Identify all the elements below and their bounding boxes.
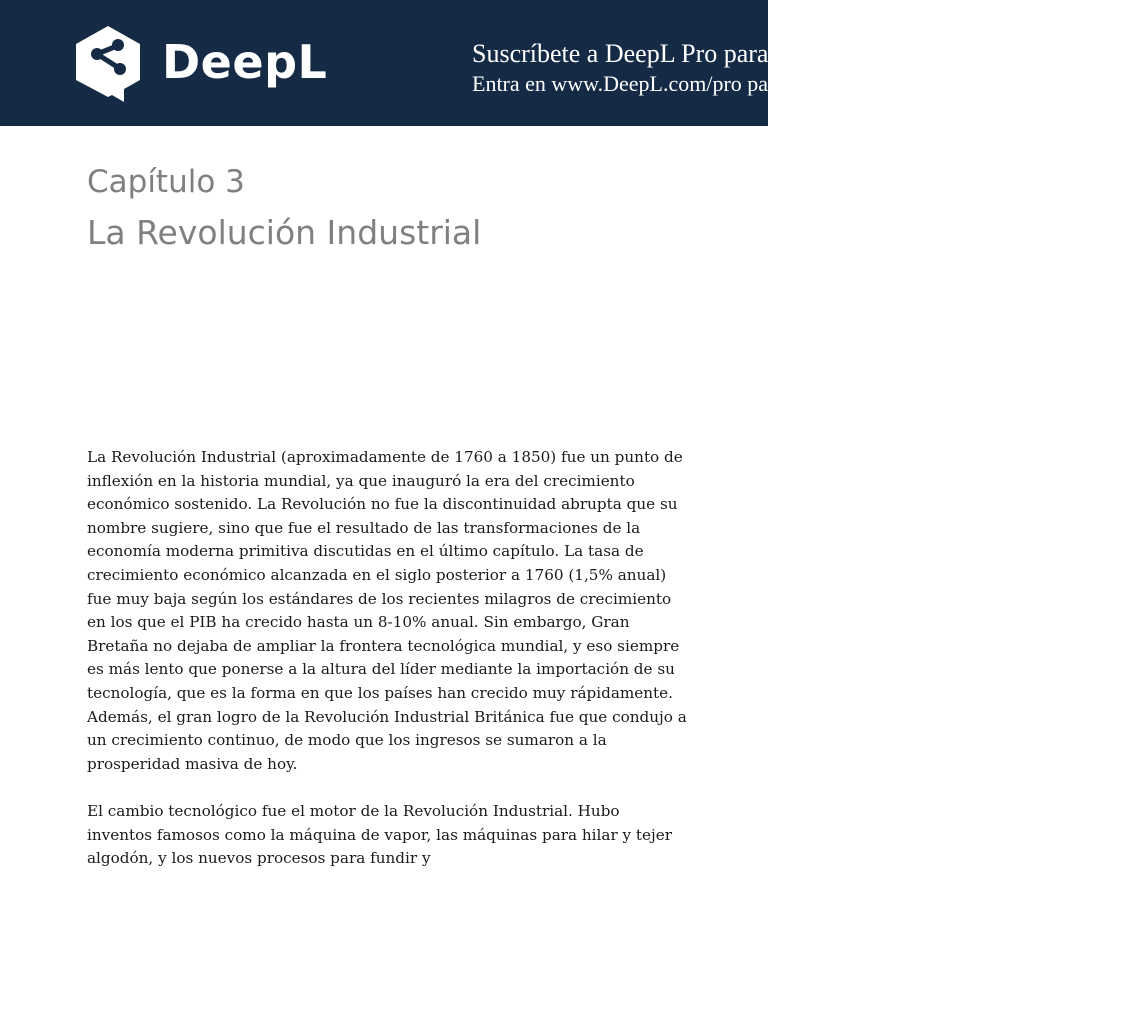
paragraph: El cambio tecnológico fue el motor de la Revolución Industrial. Hubo inventos famosos como la máquina de vapor, las máquinas para hilar y tejer algodón, y los nuevos procesos para fundir y (87, 801, 672, 868)
paragraph: La Revolución Industrial (aproximadamente de 1760 a 1850) fue un punto de inflexión en la historia mundial, ya que inauguró la era del crecimiento económico sostenido. La Revolución no fue la discontinuidad abrupta que su nombre sugiere, sino que fue el resultado de las transformaciones de la economía moderna primitiva discutidas en el último capítulo. La tasa de crecimiento económico alcanzada en el siglo posterior a 1760 (1,5% anual) fue muy baja según los estándares de los recientes milagros de crecimiento en los que el PIB ha crecido hasta un 8-10% anual. Sin embargo, Gran Bretaña no dejaba de ampliar la frontera tecnológica mundial, y eso siempre es más lento que ponerse a la altura del líder mediante la importación de su tecnología, que es la forma en que los países han crecido muy rápidamente. Además, el gran logro de la Revolución Industrial Británica fue que condujo a un crecimiento continuo, de modo que los ingresos se sumaron a la prosperidad masiva de hoy. (87, 448, 687, 773)
deepl-banner[interactable] (0, 0, 1144, 126)
promo-subscribe-text: Suscríbete a DeepL Pro para traducir archivos de mayor tamaño. (472, 39, 1144, 68)
document-body (87, 446, 687, 894)
deepl-share-icon (68, 24, 148, 104)
promo-website-text: Entra en www.DeepL.com/pro para más información. (472, 71, 945, 96)
chapter-title: La Revolución Industrial (87, 213, 482, 252)
deepl-logo-text: DeepL (162, 35, 328, 89)
chapter-number: Capítulo 3 (87, 164, 245, 200)
